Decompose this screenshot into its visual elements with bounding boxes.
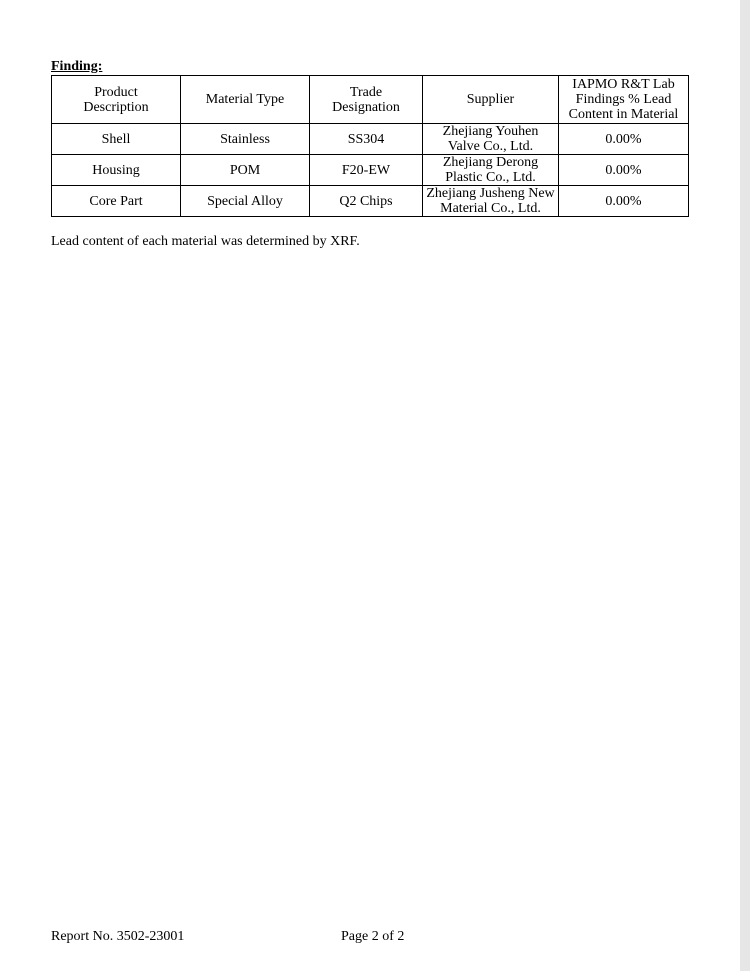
table-row [52,155,689,186]
table-row [52,186,689,217]
table-row [52,124,689,155]
cell-product: Shell [52,124,181,155]
table-header-row [52,76,689,124]
cell-product: Core Part [52,186,181,217]
header-line: Material Type [205,92,285,107]
cell-lead: 0.00% [559,155,689,186]
header-line: Content in Material [568,107,679,122]
cell-product: Housing [52,155,181,186]
footer-page-number: Page 2 of 2 [341,929,405,944]
cell-lead: 0.00% [559,124,689,155]
cell-material: Stainless [181,124,310,155]
cell-trade: F20-EW [310,155,423,186]
supplier-line: Zhejiang Jusheng New [426,186,555,201]
supplier-line: Material Co., Ltd. [440,201,541,216]
header-line: Product [94,84,138,100]
cell-supplier [423,124,559,155]
cell-supplier [423,186,559,217]
cell-trade: Q2 Chips [310,186,423,217]
header-line: Designation [332,99,400,115]
cell-material: Special Alloy [181,186,310,217]
method-note: Lead content of each material was determined by XRF. [51,234,360,249]
header-line: Supplier [466,92,515,107]
section-title: Finding: [51,59,103,74]
header-product-description [52,76,181,124]
footer-report-number: Report No. 3502-23001 [51,929,185,944]
header-material-type [181,76,310,124]
header-supplier [423,76,559,124]
header-line: Findings % Lead [575,92,672,107]
supplier-line: Zhejiang Youhen [442,124,539,139]
supplier-line: Zhejiang Derong [442,155,539,170]
cell-trade: SS304 [310,124,423,155]
supplier-line: Plastic Co., Ltd. [445,170,536,185]
header-line: IAPMO R&T Lab [572,77,675,92]
header-line: Description [83,99,149,115]
header-line: Trade [349,84,383,100]
cell-lead: 0.00% [559,186,689,217]
header-lead-findings [559,76,689,124]
cell-material: POM [181,155,310,186]
header-trade-designation [310,76,423,124]
page-edge [740,0,750,971]
findings-table [51,75,689,217]
cell-supplier [423,155,559,186]
supplier-line: Valve Co., Ltd. [447,139,534,154]
